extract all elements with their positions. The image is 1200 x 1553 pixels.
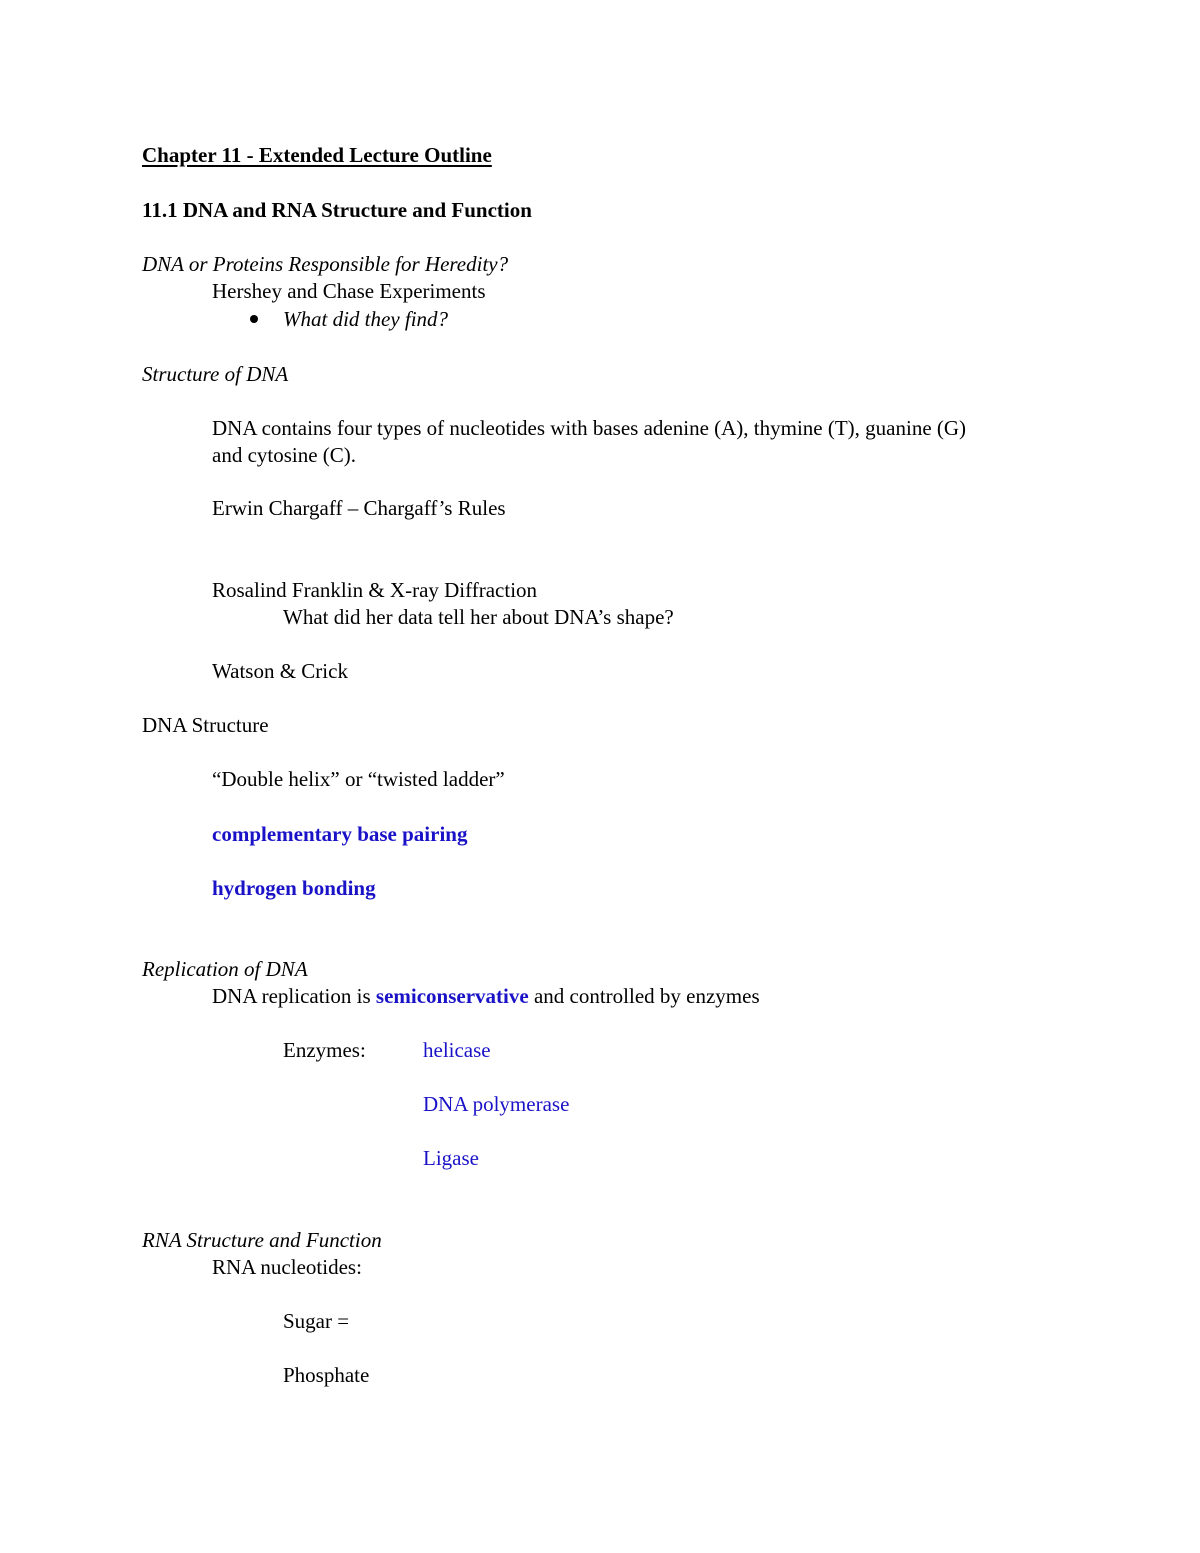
rna-nucleotides-label: RNA nucleotides: [212,1255,362,1279]
chapter-title: Chapter 11 - Extended Lecture Outline [142,143,492,167]
replication-heading: Replication of DNA [142,957,308,981]
nucleotides-line-1: DNA contains four types of nucleotides with bases adenine (A), thymine (T), guanine (G) [212,416,967,440]
chargaff-line: Erwin Chargaff – Chargaff’s Rules [212,496,506,520]
structure-of-dna-heading: Structure of DNA [142,362,289,386]
bullet-icon [250,315,258,323]
rna-heading: RNA Structure and Function [142,1228,382,1252]
bullet-question: What did they find? [283,307,449,331]
sugar-line: Sugar = [283,1309,350,1333]
section-title: 11.1 DNA and RNA Structure and Function [142,198,532,222]
watson-crick-line: Watson & Crick [212,659,348,683]
franklin-question: What did her data tell her about DNA’s shape? [283,605,674,629]
double-helix-line: “Double helix” or “twisted ladder” [212,767,505,791]
semiconservative-term: semiconservative [375,984,529,1008]
replication-sentence-prefix: DNA replication is [212,984,376,1008]
hydrogen-bonding-term: hydrogen bonding [212,876,376,900]
enzyme-dna-polymerase: DNA polymerase [423,1092,570,1116]
complementary-base-pairing-term: complementary base pairing [212,822,468,846]
replication-sentence-suffix: and controlled by enzymes [528,984,760,1008]
franklin-line: Rosalind Franklin & X-ray Diffraction [212,578,538,602]
enzyme-helicase: helicase [423,1038,491,1062]
dna-structure-heading: DNA Structure [142,713,269,737]
enzymes-label: Enzymes: [283,1038,366,1062]
replication-sentence [212,983,760,1009]
enzyme-ligase: Ligase [423,1146,479,1170]
hershey-chase-line: Hershey and Chase Experiments [212,279,486,303]
phosphate-line: Phosphate [283,1363,370,1387]
heredity-heading: DNA or Proteins Responsible for Heredity? [142,252,509,276]
nucleotides-line-2: and cytosine (C). [212,443,357,467]
